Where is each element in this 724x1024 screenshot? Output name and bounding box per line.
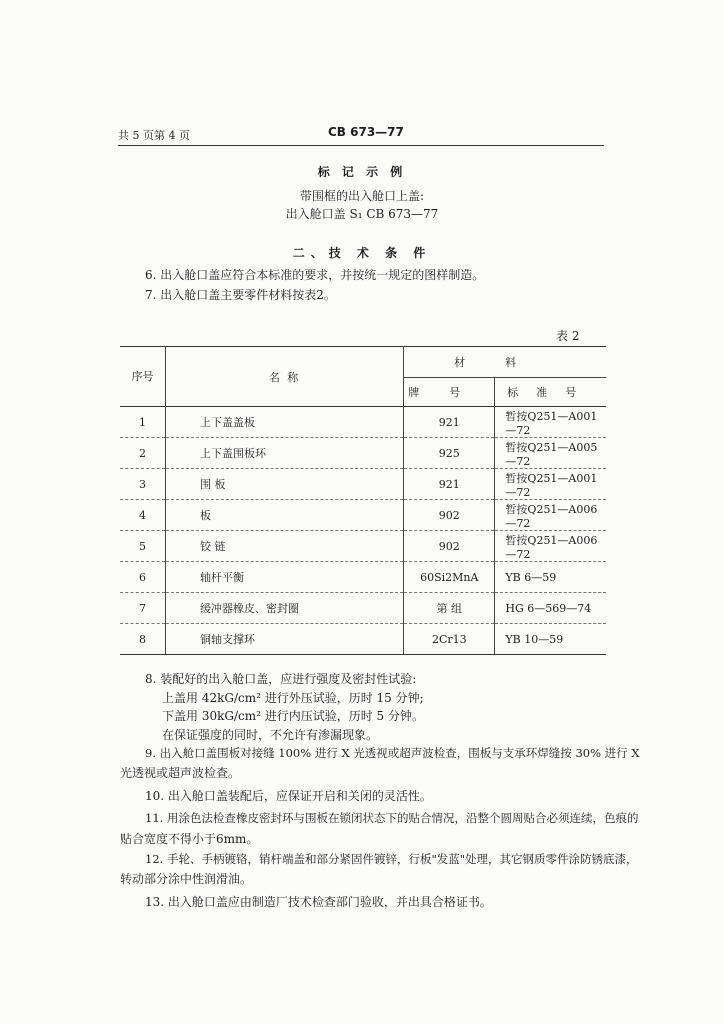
row-num: 4 bbox=[120, 500, 165, 531]
materials-table bbox=[120, 346, 606, 655]
table-row bbox=[120, 469, 606, 500]
marking-line-2: 出入舱口盖 S₁ CB 673—77 bbox=[285, 207, 439, 221]
row-std: YB 10—59 bbox=[495, 624, 606, 655]
standard-code: CB 673—77 bbox=[328, 125, 404, 139]
clause-8b: 下盖用 30kG/cm² 进行内压试验，历时 5 分钟。 bbox=[162, 709, 424, 723]
row-std: HG 6—569—74 bbox=[495, 593, 606, 624]
table-row bbox=[120, 593, 606, 624]
row-std: 暂按Q251—A005—72 bbox=[495, 438, 606, 469]
table-label: 表 2 bbox=[556, 329, 580, 343]
row-grade: 902 bbox=[404, 531, 495, 562]
row-name: 缓冲器橡皮、密封圈 bbox=[165, 593, 403, 624]
row-grade: 2Cr13 bbox=[404, 624, 495, 655]
clause-12b: 转动部分涂中性润滑油。 bbox=[120, 872, 253, 886]
clause-9a: 9. 出入舱口盖围板对接缝 100% 进行 X 光透视或超声波检查，围板与支承环焊缝按 30% 进行 X bbox=[145, 746, 640, 760]
row-num: 5 bbox=[120, 531, 165, 562]
row-std: YB 6—59 bbox=[495, 562, 606, 593]
table-row bbox=[120, 624, 606, 655]
row-name: 板 bbox=[165, 500, 403, 531]
row-num: 3 bbox=[120, 469, 165, 500]
header-grade: 牌号 bbox=[404, 378, 495, 407]
row-name: 铜轴支撑环 bbox=[165, 624, 403, 655]
row-name: 轴杆平衡 bbox=[165, 562, 403, 593]
clause-7: 7. 出入舱口盖主要零件材料按表2。 bbox=[145, 288, 336, 302]
row-grade: 60Si2MnA bbox=[404, 562, 495, 593]
header-std: 标准号 bbox=[495, 378, 606, 407]
row-num: 7 bbox=[120, 593, 165, 624]
table-row bbox=[120, 407, 606, 438]
table-row bbox=[120, 531, 606, 562]
header-rule bbox=[118, 145, 604, 146]
row-grade: 925 bbox=[404, 438, 495, 469]
clause-6: 6. 出入舱口盖应符合本标准的要求，并按统一规定的图样制造。 bbox=[145, 268, 485, 282]
row-std: 暂按Q251—A006—72 bbox=[495, 531, 606, 562]
row-num: 8 bbox=[120, 624, 165, 655]
header-num: 序号 bbox=[131, 369, 154, 383]
row-std: 暂按Q251—A006—72 bbox=[495, 500, 606, 531]
clause-9b: 光透视或超声波检查。 bbox=[120, 766, 241, 780]
row-grade: 第 组 bbox=[404, 593, 495, 624]
row-name: 铰 链 bbox=[165, 531, 403, 562]
section-title: 二、技 术 条 件 bbox=[292, 246, 432, 260]
clause-13: 13. 出入舱口盖应由制造厂技术检查部门验收，并出具合格证书。 bbox=[145, 895, 492, 909]
row-name: 上下盖围板环 bbox=[165, 438, 403, 469]
marking-title: 标 记 示 例 bbox=[317, 165, 407, 179]
row-std: 暂按Q251—A001—72 bbox=[495, 469, 606, 500]
row-grade: 921 bbox=[404, 469, 495, 500]
table-row bbox=[120, 500, 606, 531]
table-row bbox=[120, 438, 606, 469]
clause-8c: 在保证强度的同时，不允许有渗漏现象。 bbox=[162, 728, 379, 742]
row-name: 上下盖盖板 bbox=[165, 407, 403, 438]
header-material: 材料 bbox=[404, 347, 606, 378]
row-name: 围 板 bbox=[165, 469, 403, 500]
clause-11b: 贴合宽度不得小于6mm。 bbox=[120, 832, 259, 846]
row-grade: 902 bbox=[404, 500, 495, 531]
page-number: 共 5 页第 4 页 bbox=[118, 129, 190, 142]
clause-10: 10. 出入舱口盖装配后，应保证开启和关闭的灵活性。 bbox=[145, 789, 432, 803]
row-num: 6 bbox=[120, 562, 165, 593]
table-row bbox=[120, 562, 606, 593]
clause-12a: 12. 手轮、手柄镀铬，销杆端盖和部分紧固件镀锌，行板"发蓝"处理，其它钢质零件涂防锈底漆， bbox=[145, 852, 638, 866]
header-name: 名 称 bbox=[165, 347, 403, 407]
row-num: 1 bbox=[120, 407, 165, 438]
row-grade: 921 bbox=[404, 407, 495, 438]
row-std: 暂按Q251—A001—72 bbox=[495, 407, 606, 438]
marking-line-1: 带围框的出入舱口上盖: bbox=[299, 189, 425, 203]
clause-11a: 11. 用涂色法检查橡皮密封环与围板在锁闭状态下的贴合情况，沿整个圆周贴合必须连续，色痕的 bbox=[145, 811, 639, 825]
row-num: 2 bbox=[120, 438, 165, 469]
clause-8a: 上盖用 42kG/cm² 进行外压试验，历时 15 分钟; bbox=[162, 691, 424, 705]
clause-8: 8. 装配好的出入舱口盖，应进行强度及密封性试验: bbox=[145, 672, 417, 686]
